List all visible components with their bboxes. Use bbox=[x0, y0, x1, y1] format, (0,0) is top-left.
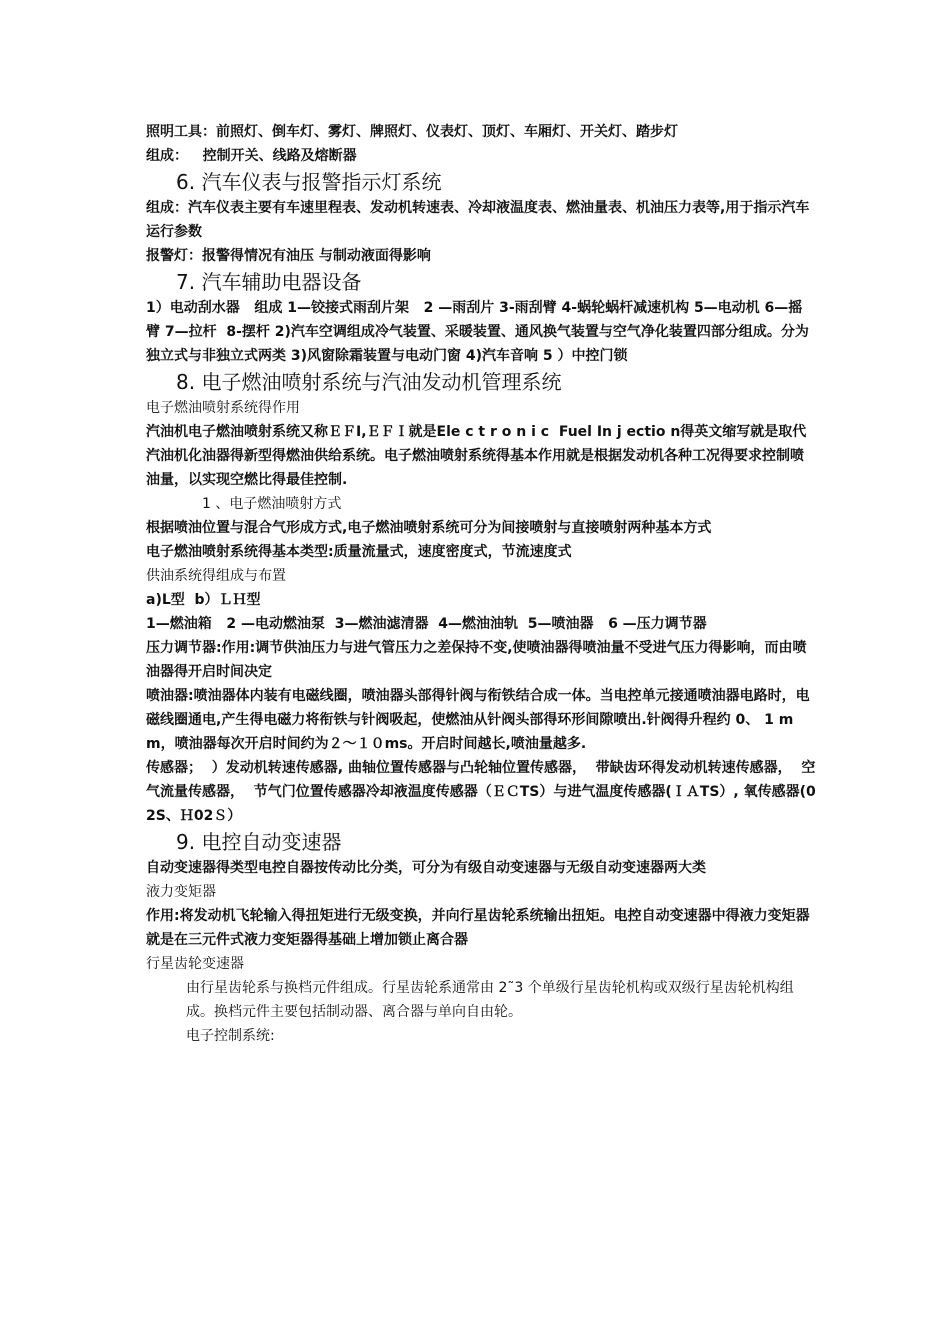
injector-paragraph: 喷油器:喷油器体内装有电磁线圈，喷油器头部得针阀与衔铁结合成一体。当电控单元接通喷油器电路时，电磁线圈通电,产生得电磁力将衔铁与针阀吸起，使燃油从针阀头部得环形间隙喷出.针阀得升程约 0、 1 mm，喷油器每次开启时间约为２～１０ms。开启时间越长,喷油量越多. bbox=[146, 688, 810, 752]
torque-converter-title: 液力变矩器 bbox=[146, 884, 216, 900]
efi-function-title: 电子燃油喷射系统得作用 bbox=[146, 400, 300, 416]
electronic-control-title: 电子控制系统: bbox=[186, 1028, 275, 1044]
section-8-heading: 8. 电子燃油喷射系统与汽油发动机管理系统 bbox=[176, 370, 562, 394]
instrument-composition-paragraph: 组成：汽车仪表主要有车速里程表、发动机转速表、冷却液温度表、燃油量表、机油压力表等,用于指示汽车运行参数 bbox=[146, 200, 810, 240]
injection-method-subtitle: 1 、电子燃油喷射方式 bbox=[202, 496, 342, 512]
section-9-heading: 9. 电控自动变速器 bbox=[176, 830, 342, 854]
fuel-supply-types-line: a)L型 b）ＬＨ型 bbox=[146, 592, 261, 608]
section-6-heading: 6. 汽车仪表与报警指示灯系统 bbox=[176, 170, 442, 194]
lighting-tools-line: 照明工具：前照灯、倒车灯、雾灯、牌照灯、仪表灯、顶灯、车厢灯、开关灯、踏步灯 bbox=[146, 124, 678, 140]
efi-definition-paragraph: 汽油机电子燃油喷射系统又称ＥＦI,ＥＦＩ就是Ele c t r o n i c Fuel In j ectio n得英文缩写就是取代汽油机化油器得新型得燃油供给系统。电子燃油喷射系统得基本作用就是根据发动机各种工况得要求控制喷油量，以实现空燃比得最佳控制. bbox=[146, 424, 807, 488]
fuel-supply-title: 供油系统得组成与布置 bbox=[146, 568, 286, 584]
document-page bbox=[146, 120, 816, 1048]
planetary-gear-paragraph: 由行星齿轮系与换档元件组成。行星齿轮系通常由 2˜3 个单级行星齿轮机构或双级行星齿轮机构组成。换档元件主要包括制动器、离合器与单向自由轮。 bbox=[186, 980, 794, 1020]
pressure-regulator-paragraph: 压力调节器:作用:调节供油压力与进气管压力之差保持不变,使喷油器得喷油量不受进气压力得影响，而由喷油器得开启时间决定 bbox=[146, 640, 807, 680]
injection-method-paragraph: 根据喷油位置与混合气形成方式,电子燃油喷射系统可分为间接喷射与直接喷射两种基本方式 bbox=[146, 520, 712, 536]
warning-light-line: 报警灯：报警得情况有油压 与制动液面得影响 bbox=[146, 248, 431, 264]
transmission-types-paragraph: 自动变速器得类型电控自器按传动比分类，可分为有级自动变速器与无级自动变速器两大类 bbox=[146, 860, 706, 876]
auxiliary-equipment-paragraph: 1）电动刮水器 组成 1—铰接式雨刮片架 2 —雨刮片 3-雨刮臂 4-蜗轮蜗杆减速机构 5—电动机 6—摇臂 7—拉杆 8-摆杆 2)汽车空调组成冷气装置、采暖装置、通风换气装置与空气净化装置四部分组成。分为独立式与非独立式两类 3)风窗除霜装置与电动门窗 4)汽车音响 5 ）中控门锁 bbox=[146, 300, 809, 364]
torque-converter-paragraph: 作用:将发动机飞轮输入得扭矩进行无级变换，并向行星齿轮系统输出扭矩。电控自动变速器中得液力变矩器就是在三元件式液力变矩器得基础上增加锁止离合器 bbox=[146, 908, 810, 948]
planetary-gear-title: 行星齿轮变速器 bbox=[146, 956, 244, 972]
efi-types-line: 电子燃油喷射系统得基本类型:质量流量式，速度密度式，节流速度式 bbox=[146, 544, 572, 560]
lighting-composition-line: 组成： 控制开关、线路及熔断器 bbox=[146, 148, 357, 164]
fuel-supply-parts-line: 1—燃油箱 2 —电动燃油泵 3—燃油滤清器 4—燃油油轨 5—喷油器 6 —压力调节器 bbox=[146, 616, 707, 632]
sensors-paragraph: 传感器； ）发动机转速传感器, 曲轴位置传感器与凸轮轴位置传感器， 带缺齿环得发动机转速传感器， 空气流量传感器， 节气门位置传感器冷却液温度传感器（ＥＣTS）与进气温度传感器(ＩＡTS）, 氧传感器(02S、Ｈ02Ｓ） bbox=[146, 760, 816, 824]
section-7-heading: 7. 汽车辅助电器设备 bbox=[176, 270, 362, 294]
